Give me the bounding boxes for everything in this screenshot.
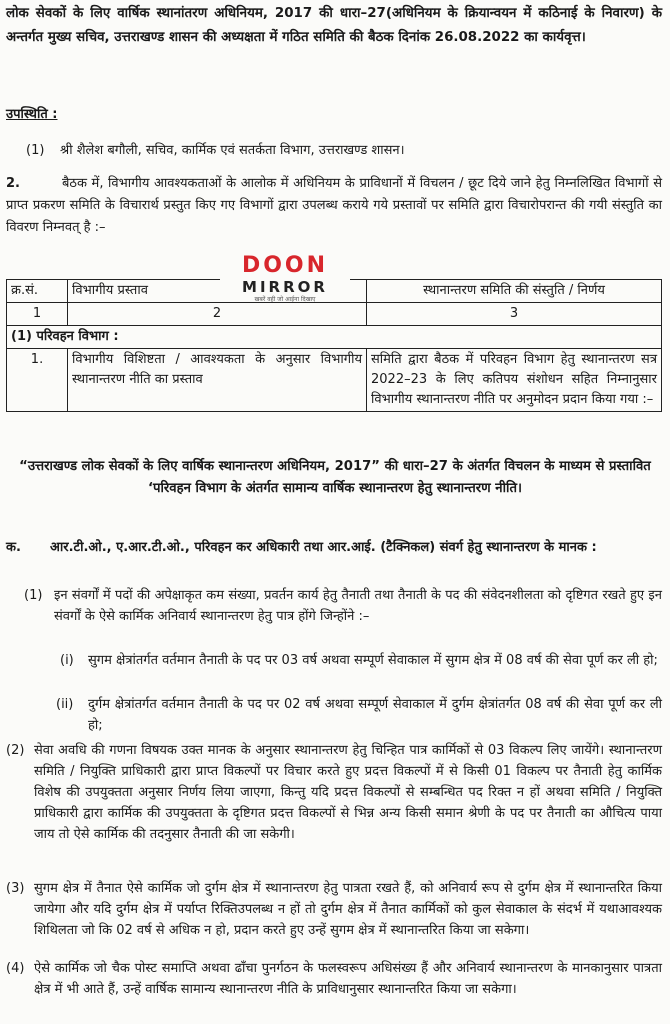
policy-title: “उत्तराखण्ड लोक सेवकों के लिए वार्षिक स्थानान्तरण अधिनियम, 2017” की धारा–27 के अंतर्गत विचलन के माध्यम से प्रस्तावित ‘परिवहन विभाग के अंतर्गत सामान्य वार्षिक स्थानान्तरण हेतु स्थानान्तरण नीति। — [19, 459, 651, 496]
logo-tagline: खबरें वही जो आईना दिखाए — [254, 296, 316, 303]
item-1-number: (1) — [24, 588, 43, 603]
header-proposal: विभागीय प्रस्ताव — [68, 280, 367, 303]
paragraph-2-number: 2. — [6, 176, 20, 191]
logo-line-doon: DOON — [241, 253, 329, 278]
item-2-text: सेवा अवधि की गणना विषयक उक्त मानक के अनुसार स्थानान्तरण हेतु चिन्हित पात्र कार्मिकों से 03 विकल्प लिए जायेंगे। स्थानान्तरण समिति / नियुक्ति प्राधिकारी द्वारा प्राप्त विकल्पों पर विचार करते हुए प्रदत्त विकल्पों में से किसी 01 विकल्प पर तैनाती हेतु कार्मिक विशेष की उपयुक्तता अनुसार निर्णय लिया जाएगा, किन्तु यदि प्रदत्त विकल्पों से सम्बन्धित पद रिक्त न हों अथवा समिति / नियुक्ति प्राधिकारी द्वारा कार्मिक की उपयुक्तता के दृष्टिगत प्रदत्त विकल्पों से भिन्न अन्य किसी समान श्रेणी के पद पर तैनाती का औचित्य पाया जाय तो ऐसे कार्मिक की तदनुसार तैनाती की जा सकेगी। — [34, 743, 662, 842]
row-serial: 1. — [7, 349, 68, 412]
column-number-1: 1 — [7, 303, 68, 326]
subitem-i-text: सुगम क्षेत्रांतर्गत वर्तमान तैनाती के पद पर 03 वर्ष अथवा सम्पूर्ण सेवाकाल में सुगम क्षेत्र में 08 वर्ष की सेवा पूर्ण कर ली हो; — [88, 653, 658, 668]
subitem-ii-text: दुर्गम क्षेत्रांतर्गत वर्तमान तैनाती के पद पर 02 वर्ष अथवा सम्पूर्ण सेवाकाल में दुर्गम क्षेत्रांतर्गत 08 वर्ष की सेवा पूर्ण कर ली हो; — [88, 697, 663, 733]
item-2-number: (2) — [6, 743, 25, 758]
header-serial: क्र.सं. — [7, 280, 68, 303]
logo-line-mirror: MIRROR — [220, 278, 350, 296]
item-4-number: (4) — [6, 961, 25, 976]
subitem-i-number: (i) — [60, 653, 74, 668]
section-k-label: क. — [6, 540, 21, 555]
table-number-row — [7, 303, 662, 326]
attendance-label: उपस्थिति : — [6, 107, 58, 122]
paragraph-2-text: बैठक में, विभागीय आवश्यकताओं के आलोक में अधिनियम के प्राविधानों में विचलन / छूट दिये जाने हेतु निम्नलिखित विभागों से प्राप्त प्रकरण समिति के विचारार्थ प्रस्तुत किए गए विभागों द्वारा उपलब्ध कराये गये प्रस्तावों पर समिति द्वारा विचारोपरान्त की गयी संस्तुति का विवरण निम्नवत् है :– — [6, 176, 662, 235]
doon-mirror-watermark — [220, 254, 350, 304]
document-heading: लोक सेवकों के लिए वार्षिक स्थानांतरण अधिनियम, 2017 की धारा–27(अधिनियम के क्रियान्वयन में कठिनाई के निवारण) के अन्तर्गत मुख्य सचिव, उत्तराखण्ड शासन की अध्यक्षता में गठित समिति की बैठक दिनांक 26.08.2022 का कार्यवृत्त। — [6, 6, 662, 45]
table-row — [7, 349, 662, 412]
attendance-number: (1) — [26, 143, 45, 158]
item-1-text: इन संवर्गों में पदों की अपेक्षाकृत कम संख्या, प्रवर्तन कार्य हेतु तैनाती तथा तैनाती के पद की संवेदनशीलता को दृष्टिगत रखते हुए इन संवर्गों के ऐसे कार्मिक अनिवार्य स्थानान्तरण हेतु पात्र होंगे जिन्होंने :– — [54, 588, 662, 624]
row-proposal: विभागीय विशिष्टता / आवश्यकता के अनुसार विभागीय स्थानान्तरण नीति का प्रस्ताव — [68, 349, 367, 412]
section-transport-department: (1) परिवहन विभाग : — [7, 326, 662, 349]
row-decision: समिति द्वारा बैठक में परिवहन विभाग हेतु स्थानान्तरण सत्र 2022–23 के लिए कतिपय संशोधन सहित निम्नानुसार विभागीय स्थानान्तरण नीति पर अनुमोदन प्रदान किया गया :– — [367, 349, 662, 412]
item-3-number: (3) — [6, 881, 25, 896]
item-4-text: ऐसे कार्मिक जो चैक पोस्ट समाप्ति अथवा ढाँचा पुनर्गठन के फलस्वरूप अधिसंख्य हैं और अनिवार्य स्थानान्तरण के मानकानुसार पात्रता क्षेत्र में भी आते हैं, उन्हें वार्षिक सामान्य स्थानान्तरण नीति के प्राविधानुसार स्थानान्तरित किया जा सकेगा। — [34, 961, 662, 997]
section-k-title: आर.टी.ओ., ए.आर.टी.ओ., परिवहन कर अधिकारी तथा आर.आई. (टैक्निकल) संवर्ग हेतु स्थानान्तरण के मानक : — [50, 540, 597, 555]
item-3-text: सुगम क्षेत्र में तैनात ऐसे कार्मिक जो दुर्गम क्षेत्र में स्थानान्तरण हेतु पात्रता रखते हैं, को अनिवार्य रूप से दुर्गम क्षेत्र में स्थानान्तरित किया जायेगा और यदि दुर्गम क्षेत्र में पर्याप्त रिक्तिउपलब्ध न हों तो दुर्गम क्षेत्र में तैनात कार्मिकों को कुल सेवाकाल के संदर्भ में यथाआवश्यक शिथिलता जो कि 02 वर्ष से अधिक न हो, प्रदान करते हुए उन्हें सुगम क्षेत्र में स्थानान्तरित किया जा सकेगा। — [34, 881, 662, 938]
subitem-ii-number: (ii) — [56, 697, 74, 712]
table-section-row — [7, 326, 662, 349]
header-decision: स्थानान्तरण समिति की संस्तुति / निर्णय — [367, 280, 662, 303]
column-number-2: 2 — [68, 303, 367, 326]
column-number-3: 3 — [367, 303, 662, 326]
attendance-item: श्री शैलेश बगौली, सचिव, कार्मिक एवं सतर्कता विभाग, उत्तराखण्ड शासन। — [60, 143, 405, 158]
